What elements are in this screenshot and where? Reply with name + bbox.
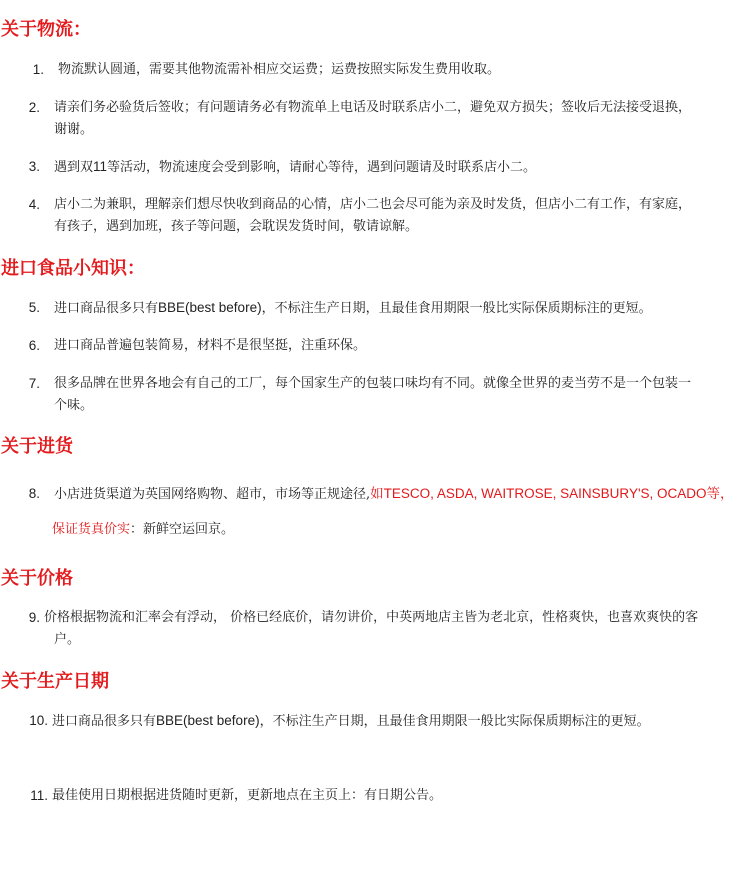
item-text-line: 很多品牌在世界各地会有自己的工厂，每个国家生产的包装口味均有不同。就像全世界的麦当劳不是一个包装一 — [54, 376, 692, 391]
item-text-line: 谢谢。 — [54, 122, 94, 137]
retailer-list: 如TESCO, ASDA, WAITROSE, SAINSBURY'S, OCADO等， — [370, 486, 734, 501]
item-text-line: 店小二为兼职，理解亲们想尽快收到商品的心情，店小二也会尽可能为亲及时发货，但店小二有工作，有家庭， — [54, 197, 692, 212]
item-number: 6. — [28, 338, 40, 353]
item-number: 8. — [28, 486, 40, 501]
authenticity-note: 保证货真价实 — [52, 522, 131, 537]
section-heading-price: 关于价格 — [1, 568, 73, 589]
item-text-line: 有孩子，遇到加班，孩子等问题，会耽误发货时间，敬请谅解。 — [54, 219, 419, 234]
item-text-line: 保证货真价实：新鲜空运回京。 — [52, 522, 235, 537]
item-text: 进口商品普遍包装简易，材料不是很坚挺，注重环保。 — [54, 338, 367, 353]
section-heading-purchasing: 关于进货 — [1, 436, 73, 457]
item-number: 1. — [32, 62, 44, 77]
item-number: 11. — [30, 788, 48, 803]
section-heading-production-date: 关于生产日期 — [1, 671, 109, 692]
item-text-line: 个味。 — [54, 398, 94, 413]
item-text-line: 请亲们务必验货后签收；有问题请务必有物流单上电话及时联系店小二，避免双方损失；签收后无法接受退换， — [54, 100, 692, 115]
item-number: 2. — [28, 100, 40, 115]
item-text-line: 户。 — [54, 632, 81, 647]
item-number: 7. — [28, 376, 40, 391]
item-number: 3. — [28, 159, 40, 174]
item-number: 9. — [28, 610, 40, 625]
section-heading-logistics: 关于物流： — [1, 19, 91, 40]
item-text: 遇到双11等活动，物流速度会受到影响，请耐心等待，遇到问题请及时联系店小二。 — [54, 159, 537, 175]
item-text: 最佳使用日期根据进货随时更新，更新地点在主页上：有日期公告。 — [52, 788, 443, 803]
section-heading-import-food: 进口食品小知识： — [1, 258, 145, 279]
item-text: 物流默认圆通，需要其他物流需补相应交运费；运费按照实际发生费用收取。 — [58, 62, 501, 77]
item-number: 10. — [29, 713, 48, 728]
item-text: 进口商品很多只有BBE(best before)，不标注生产日期，且最佳食用期限一般比实际保质期标注的更短。 — [52, 713, 650, 729]
item-number: 5. — [28, 300, 40, 315]
item-number: 4. — [28, 197, 40, 212]
item-text: 进口商品很多只有BBE(best before)，不标注生产日期，且最佳食用期限一般比实际保质期标注的更短。 — [54, 300, 652, 316]
item-text: 小店进货渠道为英国网络购物、超市，市场等正规途径,如TESCO, ASDA, WAITROSE, SAINSBURY'S, OCADO等， — [54, 486, 734, 502]
item-text: 价格根据物流和汇率会有浮动， 价格已经底价，请勿讲价，中英两地店主皆为老北京，性格爽快，也喜欢爽快的客 — [44, 610, 699, 625]
